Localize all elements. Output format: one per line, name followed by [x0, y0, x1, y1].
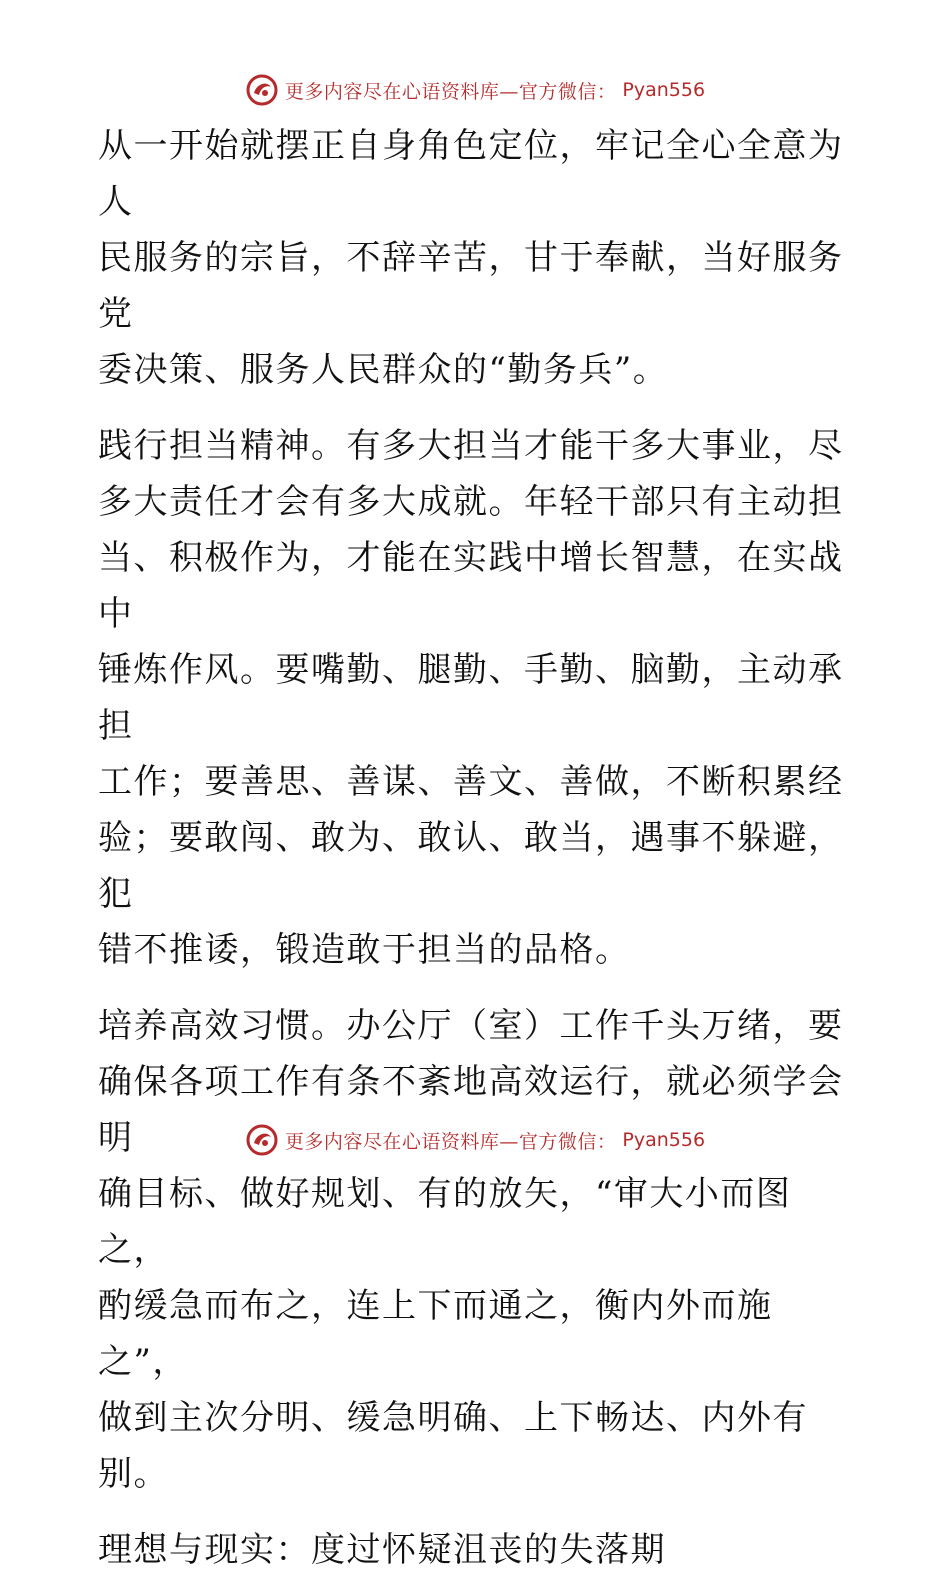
- text-line: 工作；要善思、善谋、善文、善做，不断积累经: [98, 762, 844, 802]
- footer-banner-text: 更多内容尽在心语资料库—官方微信：: [284, 1130, 617, 1153]
- text-line: 培养高效习惯。办公厅（室）工作千头万绪，要: [98, 1006, 844, 1046]
- footer-wechat-id: Pyan556: [622, 1129, 706, 1151]
- document-body: [98, 118, 858, 1578]
- text-line: 做到主次分明、缓急明确、上下畅达、内外有别。: [98, 1398, 808, 1494]
- text-line: 践行担当精神。有多大担当才能干多大事业，尽: [98, 426, 844, 466]
- text-line: 酌缓急而布之，连上下而通之，衡内外而施之”，: [98, 1286, 773, 1382]
- header-wechat-id: Pyan556: [622, 79, 706, 101]
- paragraph-3: [98, 998, 858, 1502]
- header-banner: [0, 70, 950, 110]
- footer-banner-inner: [245, 1123, 705, 1157]
- footer-banner: [0, 1120, 950, 1160]
- text-line: 确目标、做好规划、有的放矢，“审大小而图之，: [98, 1174, 792, 1270]
- section-heading: 理想与现实：度过怀疑沮丧的失落期: [98, 1530, 666, 1570]
- text-line: 验；要敢闯、敢为、敢认、敢当，遇事不躲避，犯: [98, 818, 844, 914]
- paragraph-2: [98, 418, 858, 978]
- text-line: 锤炼作风。要嘴勤、腿勤、手勤、脑勤，主动承担: [98, 650, 844, 746]
- paragraph-4-heading: [98, 1522, 858, 1578]
- text-line: 民服务的宗旨，不辞辛苦，甘于奉献，当好服务党: [98, 238, 844, 334]
- paragraph-1: [98, 118, 858, 398]
- header-banner-inner: [245, 73, 705, 107]
- text-line: 多大责任才会有多大成就。年轻干部只有主动担: [98, 482, 844, 522]
- text-line: 委决策、服务人民群众的“勤务兵”。: [98, 350, 669, 390]
- text-line: 错不推诿，锻造敢于担当的品格。: [98, 930, 631, 970]
- header-banner-text: 更多内容尽在心语资料库—官方微信：: [284, 80, 617, 103]
- text-line: 当、积极作为，才能在实践中增长智慧，在实战中: [98, 538, 844, 634]
- red-swirl-logo-icon: [245, 1123, 279, 1157]
- text-line: 从一开始就摆正自身角色定位，牢记全心全意为人: [98, 126, 844, 222]
- text-line: 确保各项工作有条不紊地高效运行，就必须学会明: [98, 1062, 844, 1158]
- red-swirl-logo-icon: [245, 73, 279, 107]
